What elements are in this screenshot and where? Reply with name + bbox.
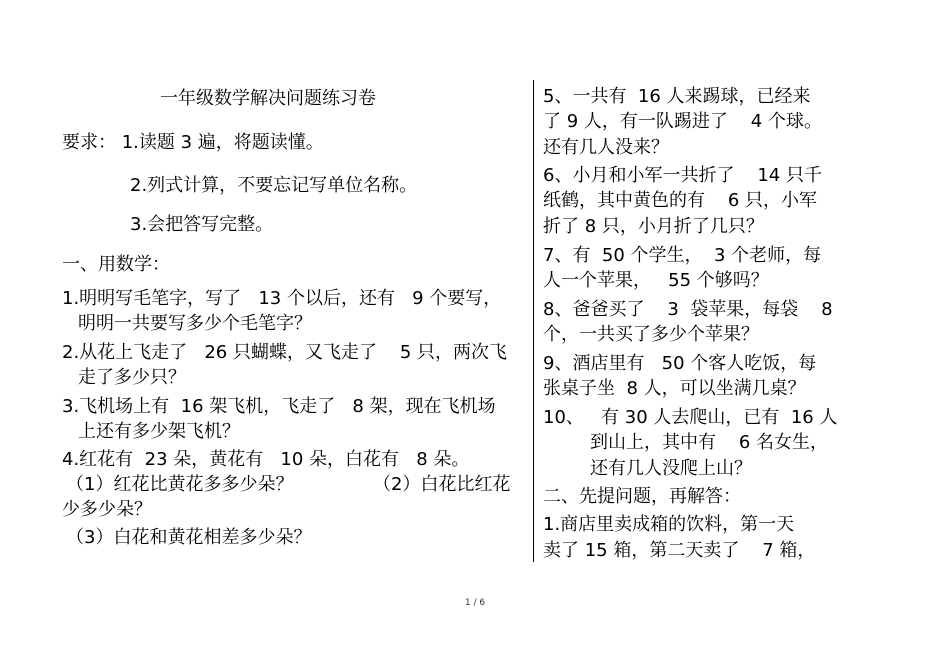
column-divider <box>533 80 534 562</box>
section-2-question-1-line-1: 1.商店里卖成箱的饮料，第一天 <box>543 514 795 535</box>
question-1-line-2: 明明一共要写多少个毛笔字？ <box>78 313 312 334</box>
question-8-line-2: 个，一共买了多少个苹果？ <box>543 324 759 345</box>
question-6-line-3: 折了 8 只，小月折了几只？ <box>543 216 764 237</box>
question-6-line-2: 纸鹤，其中黄色的有 6 只，小军 <box>543 190 818 211</box>
question-4-part-1: （1）红花比黄花多多少朵？ <box>66 474 294 495</box>
question-4-part-2-cont: 少多少朵？ <box>62 499 152 520</box>
requirement-3: 3.会把答写完整。 <box>130 214 274 235</box>
question-10-line-3: 还有几人没爬上山？ <box>590 458 752 479</box>
document-title: 一年级数学解决问题练习卷 <box>160 88 376 109</box>
question-10-line-1: 10、 有 30 人去爬山，已有 16 人 <box>543 407 838 428</box>
page-number: 1 / 6 <box>464 598 486 608</box>
section-2-question-1-line-2: 卖了 15 箱，第二天卖了 7 箱， <box>543 540 816 561</box>
requirement-2: 2.列式计算，不要忘记写单位名称。 <box>130 175 418 196</box>
question-7-line-2: 人一个苹果， 55 个够吗？ <box>543 270 769 291</box>
section-2-heading: 二、先提问题，再解答： <box>543 486 741 507</box>
question-9-line-1: 9、酒店里有 50 个客人吃饭，每 <box>543 353 817 374</box>
question-5-line-3: 还有几人没来？ <box>543 137 669 158</box>
question-1-line-1: 1.明明写毛笔字，写了 13 个以后，还有 9 个要写， <box>62 288 502 309</box>
question-4-part-2: （2）白花比红花 <box>373 474 511 495</box>
question-9-line-2: 张桌子坐 8 人，可以坐满几桌？ <box>543 378 806 399</box>
question-3-line-1: 3.飞机场上有 16 架飞机，飞走了 8 架，现在飞机场 <box>62 396 496 417</box>
question-10-line-2: 到山上，其中有 6 名女生， <box>590 432 829 453</box>
requirement-1: 要求： 1.读题 3 遍，将题读懂。 <box>62 132 324 153</box>
question-5-line-1: 5、一共有 16 人来踢球，已经来 <box>543 86 811 107</box>
question-5-line-2: 了 9 人，有一队踢进了 4 个球。 <box>543 111 822 132</box>
question-2-line-2: 走了多少只？ <box>78 367 186 388</box>
question-6-line-1: 6、小月和小军一共折了 14 只千 <box>543 165 822 186</box>
question-3-line-2: 上还有多少架飞机？ <box>78 421 240 442</box>
question-7-line-1: 7、有 50 个学生， 3 个老师，每 <box>543 245 822 266</box>
question-4-line-1: 4.红花有 23 朵，黄花有 10 朵，白花有 8 朵。 <box>62 449 470 470</box>
question-4-part-3: （3）白花和黄花相差多少朵？ <box>66 527 312 548</box>
question-8-line-1: 8、爸爸买了 3 袋苹果，每袋 8 <box>543 299 833 320</box>
section-1-heading: 一、用数学： <box>62 254 170 275</box>
question-2-line-1: 2.从花上飞走了 26 只蝴蝶，又飞走了 5 只，两次飞 <box>62 342 508 363</box>
